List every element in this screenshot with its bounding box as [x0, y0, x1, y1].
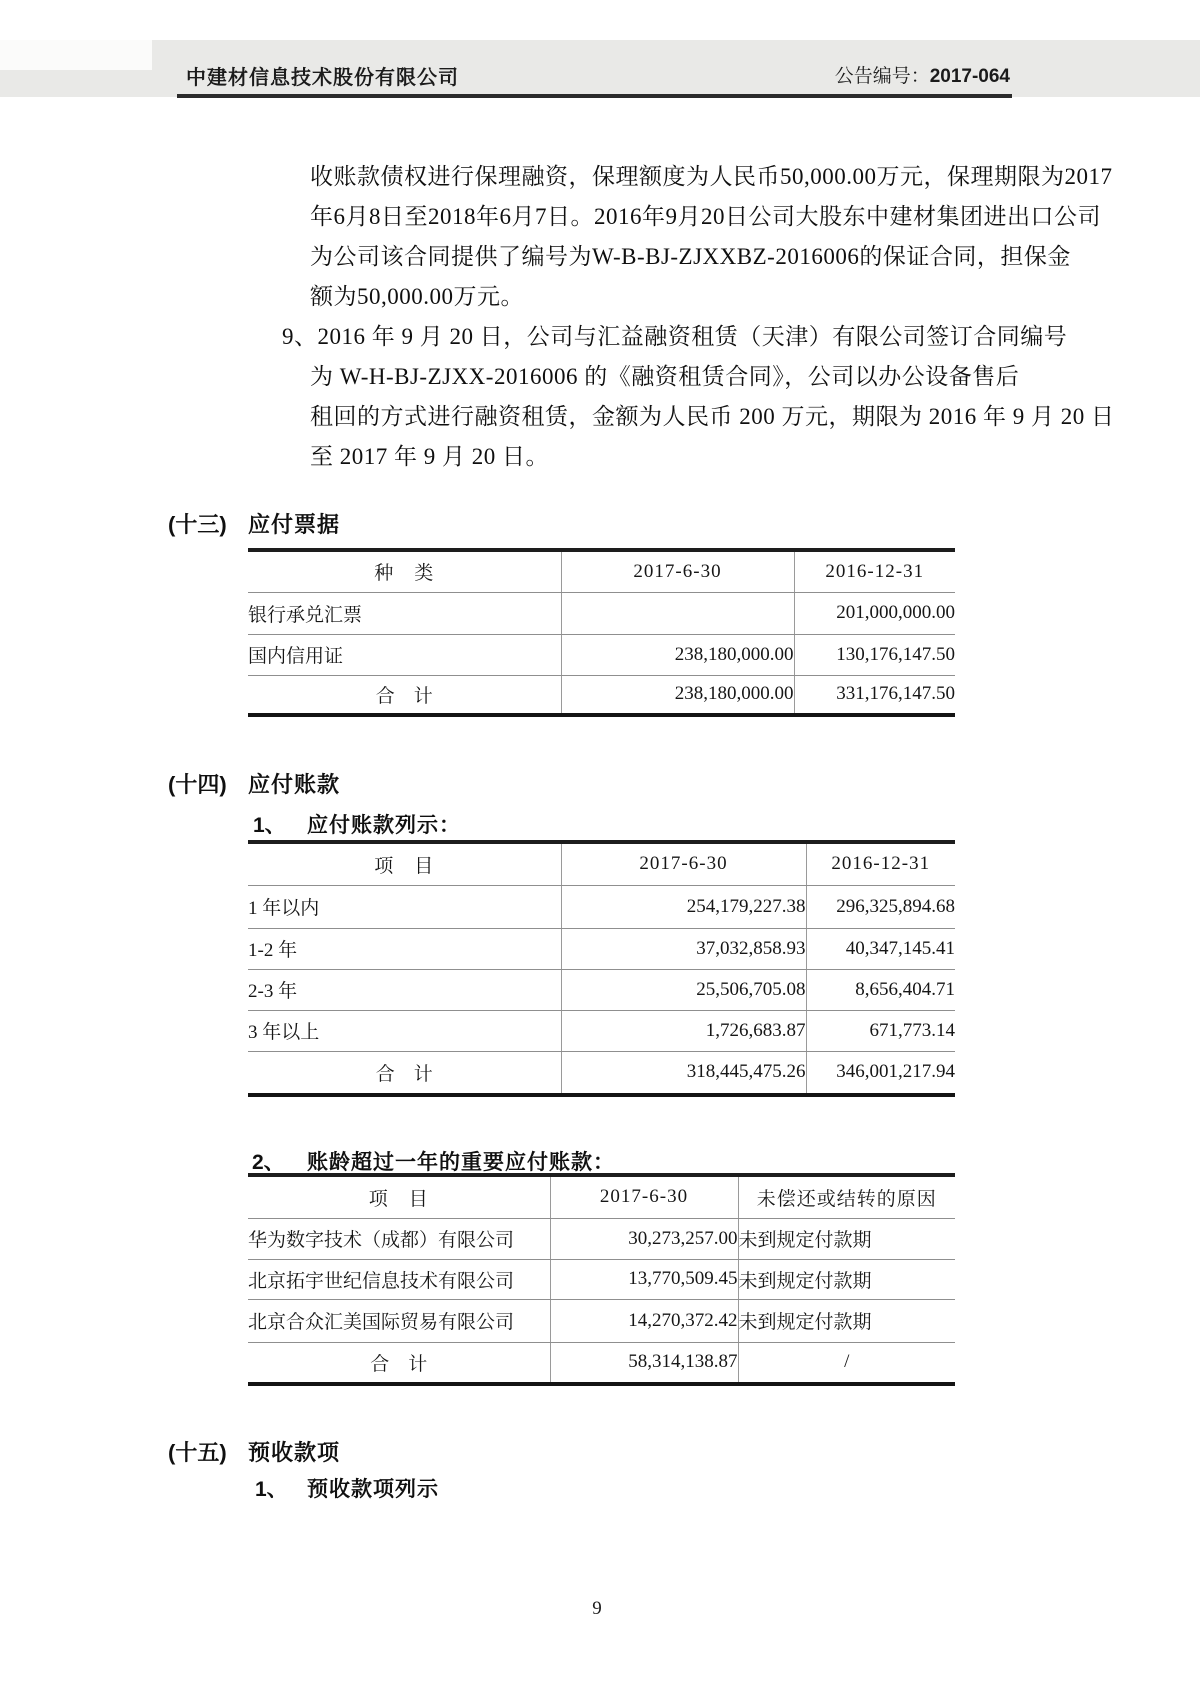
section-15-title: 预收款项 [248, 1440, 341, 1465]
company-name: 中建材信息技术股份有限公司 [186, 67, 459, 89]
row-value [561, 592, 794, 634]
row-value: 25,506,705.08 [561, 969, 806, 1010]
aged-payables-table [248, 1173, 955, 1386]
row-value: 130,176,147.50 [794, 634, 955, 675]
row-value: 201,000,000.00 [794, 592, 955, 634]
table-row [248, 634, 955, 675]
section-heading-14 [168, 768, 340, 799]
column-header: 项 目 [248, 1175, 550, 1218]
row-reason: 未到规定付款期 [738, 1259, 955, 1299]
subsection-2-title: 账龄超过一年的重要应付账款： [307, 1151, 615, 1174]
row-label: 3 年以上 [248, 1010, 561, 1051]
header-shading [0, 40, 1200, 97]
row-label: 1 年以内 [248, 885, 561, 928]
section-15-label: (十五) [168, 1440, 227, 1465]
total-value: 58,314,138.87 [550, 1342, 738, 1384]
total-value: / [738, 1342, 955, 1384]
row-value: 8,656,404.71 [806, 969, 955, 1010]
row-label: 华为数字技术（成都）有限公司 [248, 1218, 550, 1259]
subsection-3-number: 1、 [255, 1478, 288, 1501]
bills-payable-table [248, 548, 955, 717]
row-value: 14,270,372.42 [550, 1299, 738, 1342]
row-label: 北京拓宇世纪信息技术有限公司 [248, 1259, 550, 1299]
paragraph-line: 年6月8日至2018年6月7日。2016年9月20日公司大股东中建材集团进出口公司 [310, 204, 1101, 229]
column-header: 2016-12-31 [794, 550, 955, 592]
subsection-heading-2 [252, 1146, 615, 1176]
paragraph-line: 9、2016 年 9 月 20 日，公司与汇益融资租赁（天津）有限公司签订合同编号 [282, 324, 1068, 349]
subsection-1-number: 1、 [253, 814, 286, 837]
row-value: 40,347,145.41 [806, 928, 955, 969]
table-header-row [248, 1175, 955, 1218]
table-row [248, 1259, 955, 1299]
row-label: 2-3 年 [248, 969, 561, 1010]
section-heading-13 [168, 508, 340, 539]
column-header: 项 目 [248, 842, 561, 885]
row-value: 238,180,000.00 [561, 634, 794, 675]
total-value: 331,176,147.50 [794, 675, 955, 715]
paragraph-line: 为公司该合同提供了编号为W-B-BJ-ZJXXBZ-2016006的保证合同，担保金 [310, 244, 1071, 269]
table-total-row [248, 1342, 955, 1384]
paragraph-line: 收账款债权进行保理融资，保理额度为人民币50,000.00万元，保理期限为2017 [310, 164, 1113, 189]
table-header-row [248, 550, 955, 592]
paragraph-line: 额为50,000.00万元。 [310, 284, 524, 309]
subsection-3-title: 预收款项列示 [307, 1478, 439, 1501]
column-header: 2017-6-30 [550, 1175, 738, 1218]
row-value: 296,325,894.68 [806, 885, 955, 928]
notice-number-value: 2017-064 [929, 66, 1010, 87]
header-rule [177, 94, 1012, 98]
column-header: 种 类 [248, 550, 561, 592]
subsection-2-number: 2、 [252, 1151, 285, 1174]
table-header-row [248, 842, 955, 885]
row-reason: 未到规定付款期 [738, 1299, 955, 1342]
table-row [248, 1218, 955, 1259]
total-label: 合 计 [375, 1063, 433, 1085]
row-label: 1-2 年 [248, 928, 561, 969]
row-value: 37,032,858.93 [561, 928, 806, 969]
row-value: 671,773.14 [806, 1010, 955, 1051]
table-row [248, 885, 955, 928]
table-total-row [248, 1051, 955, 1095]
table-row [248, 928, 955, 969]
accounts-payable-table [248, 840, 955, 1097]
row-value: 1,726,683.87 [561, 1010, 806, 1051]
column-header: 2016-12-31 [806, 842, 955, 885]
total-label: 合 计 [370, 1353, 428, 1375]
section-14-title: 应付账款 [248, 772, 341, 797]
table-row [248, 1299, 955, 1342]
total-value: 318,445,475.26 [561, 1051, 806, 1095]
table-row [248, 1010, 955, 1051]
paragraph-line: 至 2017 年 9 月 20 日。 [310, 444, 549, 469]
column-header: 2017-6-30 [561, 550, 794, 592]
row-label: 银行承兑汇票 [248, 592, 561, 634]
section-heading-15 [168, 1436, 340, 1467]
table-row [248, 969, 955, 1010]
paragraph-line: 租回的方式进行融资租赁，金额为人民币 200 万元，期限为 2016 年 9 月 20 日 [310, 404, 1115, 429]
page-number: 9 [592, 1598, 602, 1619]
subsection-heading-3 [255, 1473, 439, 1503]
total-value: 238,180,000.00 [561, 675, 794, 715]
row-value: 30,273,257.00 [550, 1218, 738, 1259]
row-reason: 未到规定付款期 [738, 1218, 955, 1259]
row-label: 国内信用证 [248, 634, 561, 675]
section-13-title: 应付票据 [248, 512, 341, 537]
row-value: 254,179,227.38 [561, 885, 806, 928]
subsection-1-title: 应付账款列示： [307, 814, 461, 837]
subsection-heading-1 [253, 809, 461, 839]
header-shading-corner [0, 40, 152, 70]
column-header: 2017-6-30 [561, 842, 806, 885]
notice-number-label: 公告编号： [834, 66, 930, 87]
notice-number [835, 61, 1010, 88]
row-label: 北京合众汇美国际贸易有限公司 [248, 1299, 550, 1342]
column-header: 未偿还或结转的原因 [738, 1175, 955, 1218]
row-value: 13,770,509.45 [550, 1259, 738, 1299]
table-total-row [248, 675, 955, 715]
section-14-label: (十四) [168, 772, 227, 797]
total-value: 346,001,217.94 [806, 1051, 955, 1095]
total-label: 合 计 [375, 685, 433, 707]
table-row [248, 592, 955, 634]
section-13-label: (十三) [168, 512, 227, 537]
paragraph-line: 为 W-H-BJ-ZJXX-2016006 的《融资租赁合同》，公司以办公设备售后 [310, 364, 1020, 389]
